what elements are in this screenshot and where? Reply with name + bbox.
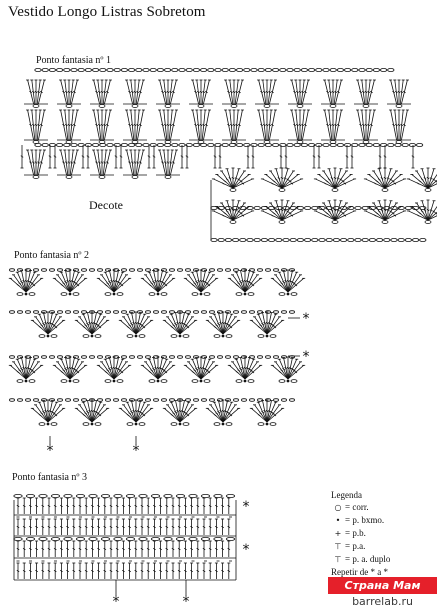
legend-item-text: = p. a. duplo xyxy=(345,554,391,564)
repeat-marker: * xyxy=(182,594,190,610)
legend-item xyxy=(331,553,390,566)
legend-title: Legenda xyxy=(331,490,362,500)
legend xyxy=(331,489,390,578)
legend-item-text: = p. bxmo. xyxy=(345,515,385,525)
watermark-line-2: barrelab.ru xyxy=(352,595,413,608)
chart-3-diagram xyxy=(14,494,236,596)
chart-1-label: Ponto fantasia nº 1 xyxy=(36,55,112,66)
legend-item xyxy=(331,527,390,540)
legend-item xyxy=(331,501,390,514)
legend-item xyxy=(331,540,390,553)
chart-3-label: Ponto fantasia nº 3 xyxy=(12,472,88,483)
slip-stitch-dot-icon: • xyxy=(335,516,341,525)
legend-item xyxy=(331,514,390,527)
watermark-logo xyxy=(328,577,437,610)
repeat-marker: * xyxy=(242,499,250,515)
single-crochet-plus-icon: + xyxy=(334,529,342,538)
repeat-marker: * xyxy=(132,443,140,459)
repeat-marker: * xyxy=(302,349,310,365)
watermark-line-1: Страна Мам xyxy=(328,577,437,594)
neckline-label: Decote xyxy=(89,198,123,212)
repeat-marker: * xyxy=(302,311,310,327)
chart-1-diagram xyxy=(21,68,437,241)
legend-item-text: = p.b. xyxy=(345,528,366,538)
repeat-marker: * xyxy=(242,542,250,558)
legend-item-text: = corr. xyxy=(345,502,369,512)
chain-oval-icon: ○ xyxy=(334,503,342,512)
double-crochet-icon: ⊤ xyxy=(334,542,342,551)
page-title: Vestido Longo Listras Sobretom xyxy=(8,4,206,20)
treble-crochet-icon: ⊤ xyxy=(334,555,342,564)
chart-2-label: Ponto fantasia nº 2 xyxy=(14,250,90,261)
legend-repeat-note: Repetir de * a * xyxy=(331,567,388,577)
repeat-marker: * xyxy=(112,594,120,610)
chart-2-diagram xyxy=(9,269,305,445)
legend-item-text: = p.a. xyxy=(345,541,366,551)
repeat-marker: * xyxy=(46,443,54,459)
